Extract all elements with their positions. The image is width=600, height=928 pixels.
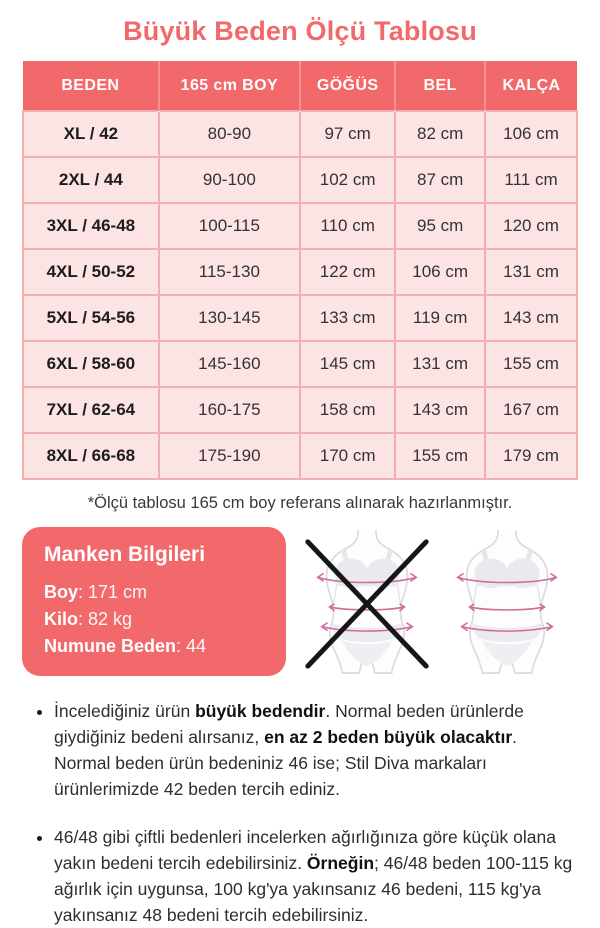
cell-boy: 100-115 — [159, 203, 300, 249]
table-row — [23, 249, 577, 295]
cell-kalca: 120 cm — [485, 203, 577, 249]
model-weight-label: Kilo — [44, 609, 78, 629]
cell-gogus: 133 cm — [300, 295, 395, 341]
cell-kalca: 155 cm — [485, 341, 577, 387]
cell-kalca: 179 cm — [485, 433, 577, 479]
cell-bel: 95 cm — [395, 203, 485, 249]
size-table — [22, 61, 578, 480]
cell-kalca: 143 cm — [485, 295, 577, 341]
note-text: ; 46/48 beden 100-115 kg ağırlık için uygunsa, 100 kg'ya yakınsanız 46 bedeni, 115 kg'ya yakınsanız 48 bedeni tercih edebilirsiniz. — [54, 853, 573, 925]
cell-boy: 90-100 — [159, 157, 300, 203]
measurement-figures — [296, 528, 578, 676]
body-measurements-crossed-icon — [297, 528, 437, 676]
header-gogus: GÖĞÜS — [300, 61, 395, 111]
note-text-bold: Örneğin — [306, 853, 375, 873]
cell-gogus: 110 cm — [300, 203, 395, 249]
model-info-box — [22, 527, 286, 676]
cell-beden: 5XL / 54-56 — [23, 295, 159, 341]
cell-gogus: 97 cm — [300, 111, 395, 157]
cell-kalca: 111 cm — [485, 157, 577, 203]
model-sample-size-value: : 44 — [176, 636, 207, 656]
cell-boy: 160-175 — [159, 387, 300, 433]
cell-beden: XL / 42 — [23, 111, 159, 157]
cell-bel: 82 cm — [395, 111, 485, 157]
note-text: . Normal beden ürün bedeniniz 46 ise; Stil Diva markaları ürünlerimizde 42 beden tercih ediniz. — [54, 727, 517, 799]
cell-beden: 3XL / 46-48 — [23, 203, 159, 249]
sizing-notes-list — [22, 698, 578, 928]
cell-bel: 131 cm — [395, 341, 485, 387]
model-sample-size-line — [44, 633, 266, 660]
note-item-1 — [54, 698, 578, 802]
cell-bel: 119 cm — [395, 295, 485, 341]
cell-beden: 7XL / 62-64 — [23, 387, 159, 433]
table-row — [23, 341, 577, 387]
model-weight-line — [44, 606, 266, 633]
cell-beden: 4XL / 50-52 — [23, 249, 159, 295]
cell-gogus: 145 cm — [300, 341, 395, 387]
table-row — [23, 203, 577, 249]
body-measurements-icon — [437, 528, 577, 676]
cell-boy: 80-90 — [159, 111, 300, 157]
model-info-title: Manken Bilgileri — [44, 543, 206, 566]
model-height-line — [44, 579, 266, 606]
cell-beden: 2XL / 44 — [23, 157, 159, 203]
cell-kalca: 131 cm — [485, 249, 577, 295]
header-kalca: KALÇA — [485, 61, 577, 111]
table-row — [23, 387, 577, 433]
note-text: . Normal beden ürünlerde giydiğiniz bedeni alırsanız, — [54, 701, 524, 747]
cell-gogus: 122 cm — [300, 249, 395, 295]
table-row — [23, 433, 577, 479]
model-sample-size-label: Numune Beden — [44, 636, 177, 656]
note-text-bold: büyük bedendir — [195, 701, 326, 721]
cell-bel: 87 cm — [395, 157, 485, 203]
cell-kalca: 106 cm — [485, 111, 577, 157]
table-footnote: *Ölçü tablosu 165 cm boy referans alınarak hazırlanmıştır. — [87, 494, 513, 512]
cell-beden: 6XL / 58-60 — [23, 341, 159, 387]
cell-boy: 115-130 — [159, 249, 300, 295]
model-weight-value: : 82 kg — [78, 609, 133, 629]
header-bel: BEL — [395, 61, 485, 111]
table-row — [23, 111, 577, 157]
cell-kalca: 167 cm — [485, 387, 577, 433]
cell-boy: 130-145 — [159, 295, 300, 341]
cell-boy: 175-190 — [159, 433, 300, 479]
note-text: İncelediğiniz ürün — [54, 701, 196, 721]
header-boy: 165 cm BOY — [159, 61, 300, 111]
page-title: Büyük Beden Ölçü Tablosu — [123, 16, 477, 46]
cell-bel: 143 cm — [395, 387, 485, 433]
table-row — [23, 157, 577, 203]
model-height-value: : 171 cm — [78, 582, 148, 602]
size-table-header-row — [23, 61, 577, 111]
note-text: 46/48 gibi çiftli bedenleri incelerken ağırlığınıza göre küçük olana yakın bedeni tercih edebilirsiniz. — [54, 827, 556, 873]
note-item-2 — [54, 824, 578, 928]
note-text-bold: en az 2 beden büyük olacaktır — [264, 727, 513, 747]
cell-bel: 106 cm — [395, 249, 485, 295]
cell-bel: 155 cm — [395, 433, 485, 479]
cell-beden: 8XL / 66-68 — [23, 433, 159, 479]
cell-gogus: 158 cm — [300, 387, 395, 433]
cell-gogus: 102 cm — [300, 157, 395, 203]
model-height-label: Boy — [44, 582, 79, 602]
cell-boy: 145-160 — [159, 341, 300, 387]
header-beden: BEDEN — [23, 61, 159, 111]
model-info-section — [22, 527, 578, 676]
cell-gogus: 170 cm — [300, 433, 395, 479]
table-row — [23, 295, 577, 341]
